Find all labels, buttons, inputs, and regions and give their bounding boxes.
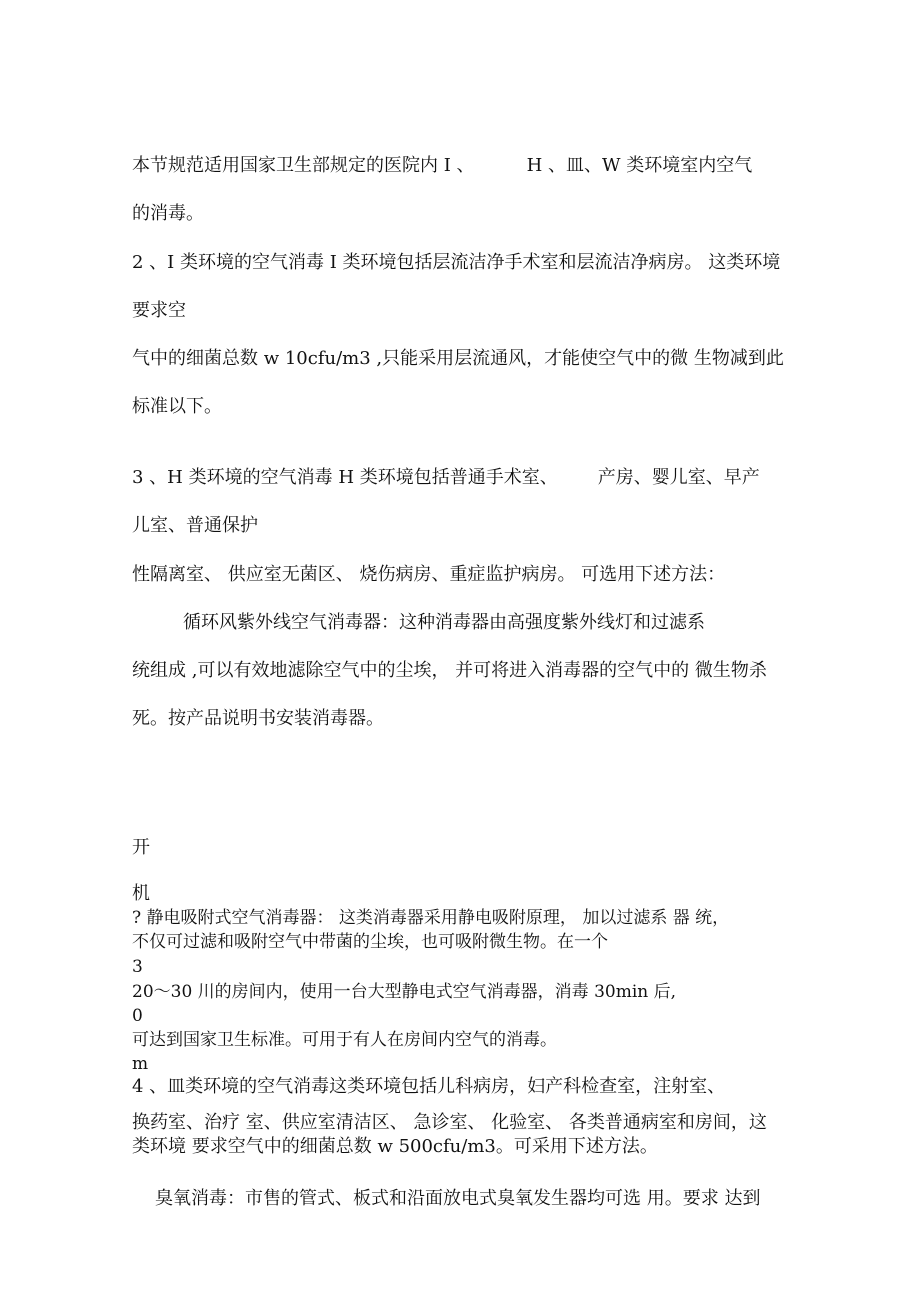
fragment-kai: 开 [132, 837, 150, 858]
section2-line-1: 2 、I 类环境的空气消毒 I 类环境包括层流洁净手术室和层流洁净病房。 这类环境 [132, 252, 781, 273]
method1-line-1: 循环风紫外线空气消毒器：这种消毒器由高强度紫外线灯和过滤系 [183, 612, 705, 633]
method1-line-3: 死。按产品说明书安装消毒器。 [132, 708, 384, 729]
intro-line-1 [132, 154, 752, 178]
intro-line-1-part-a: 本节规范适用国家卫生部规定的医院内 I 、 [132, 155, 475, 176]
section4-line-3: 类环境 要求空气中的细菌总数 w 500cfu/m3。可采用下述方法。 [132, 1136, 658, 1157]
method1-line-2: 统组成 ,可以有效地滤除空气中的尘埃， 并可将进入消毒器的空气中的 微生物杀 [132, 660, 767, 681]
fragment-letter-m: m [132, 1054, 149, 1074]
method2-line-4: 可达到国家卫生标准。可用于有人在房间内空气的消毒。 [132, 1030, 557, 1050]
intro-line-2: 的消毒。 [132, 203, 204, 224]
method2-line-1: ? 静电吸附式空气消毒器： 这类消毒器采用静电吸附原理， 加以过滤系 器 统， [132, 908, 730, 928]
method2-line-3: 20～30 川的房间内，使用一台大型静电式空气消毒器，消毒 30min 后, [132, 982, 677, 1002]
section3-line-1 [132, 466, 760, 490]
section3-line-1-part-a: 3 、H 类环境的空气消毒 H 类环境包括普通手术室、 [132, 467, 558, 488]
method2-line-2: 不仅可过滤和吸附空气中带菌的尘埃，也可吸附微生物。在一个 [132, 932, 608, 952]
section3-line-1-part-b: 产房、婴儿室、早产 [597, 467, 760, 488]
section2-line-2: 要求空 [132, 300, 186, 321]
ozone-line: 臭氧消毒：市售的管式、板式和沿面放电式臭氧发生器均可选 用。要求 达到 [155, 1188, 761, 1209]
fragment-digit-0: 0 [132, 1006, 143, 1026]
section4-line-2: 换药室、治疗 室、供应室清洁区、 急诊室、 化验室、 各类普通病室和房间，这 [132, 1112, 767, 1133]
fragment-ji: 机 [132, 883, 150, 904]
section3-line-3: 性隔离室、 供应室无菌区、 烧伤病房、重症监护病房。 可选用下述方法： [132, 564, 726, 585]
fragment-digit-3: 3 [132, 957, 143, 977]
intro-line-1-part-b: H 、皿、W 类环境室内空气 [526, 155, 753, 176]
section3-line-2: 儿室、普通保护 [132, 515, 258, 536]
section2-line-4: 标准以下。 [132, 396, 222, 417]
section4-line-1: 4 、皿类环境的空气消毒这类环境包括儿科病房，妇产科检查室，注射室、 [132, 1076, 726, 1097]
section2-line-3: 气中的细菌总数 w 10cfu/m3 ,只能采用层流通风，才能使空气中的微 生物减到此 [132, 348, 784, 369]
